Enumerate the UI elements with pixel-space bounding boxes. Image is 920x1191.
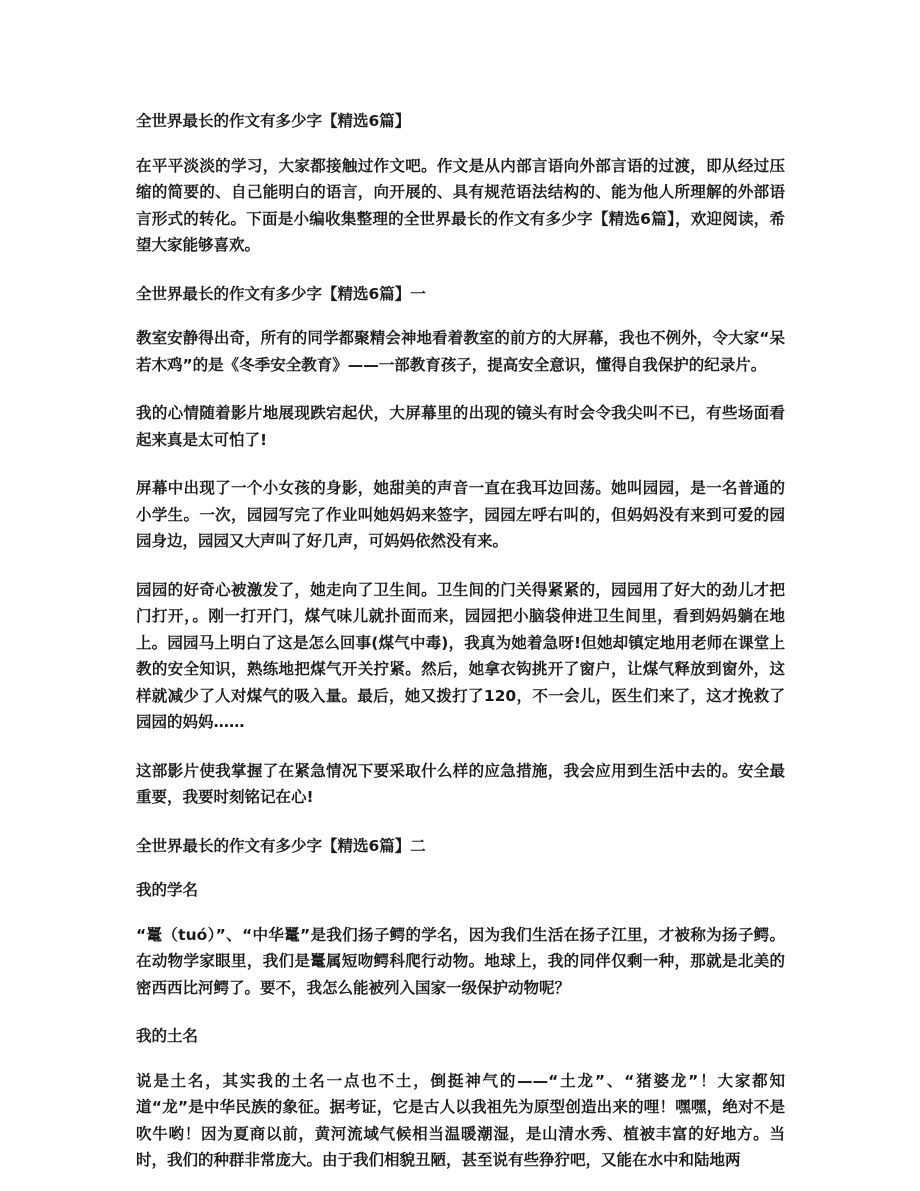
paragraph: “鼍（tuó）”、“中华鼍”是我们扬子鳄的学名，因为我们生活在扬子江里，才被称为扬子鳄。在动物学家眼里，我们是鼍属短吻鳄科爬行动物。地球上，我的同伴仅剩一种，那就是北美的密西西比河鳄了。要不，我怎么能被列入国家一级保护动物呢？	[136, 925, 785, 997]
paragraph: 园园的好奇心被激发了，她走向了卫生间。卫生间的门关得紧紧的，园园用了好大的劲儿才把门打开，。刚一打开门，煤气味儿就扑面而来，园园把小脑袋伸进卫生间里，看到妈妈躺在地上。园园马上明白了这是怎么回事(煤气中毒)，我真为她着急呀!但她却镇定地用老师在课堂上教的安全知识，熟练地把煤气开关拧紧。然后，她拿衣钩挑开了窗户，让煤气释放到窗外，这样就减少了人对煤气的吸入量。最后，她又拨打了120，不一会儿，医生们来了，这才挽救了园园的妈妈……	[136, 580, 785, 731]
subheading-folk-name: 我的土名	[136, 1027, 199, 1045]
section-heading-2: 全世界最长的作文有多少字【精选6篇】二	[136, 836, 426, 855]
paragraph: 屏幕中出现了一个小女孩的身影，她甜美的声音一直在我耳边回荡。她叫园园，是一名普通的小学生。一次，园园写完了作业叫她妈妈来签字，园园左呼右叫的，但妈妈没有来到可爱的园园身边，园园又大声叫了好几声，可妈妈依然没有来。	[136, 479, 785, 550]
paragraph: 我的心情随着影片地展现跌宕起伏，大屏幕里的出现的镜头有时会令我尖叫不已，有些场面看起来真是太可怕了!	[136, 404, 785, 449]
paragraph: 说是土名，其实我的土名一点也不土，倒挺神气的——“土龙”、“猪婆龙”！大家都知道“龙”是中华民族的象征。据考证，它是古人以我祖先为原型创造出来的哩！嘿嘿，绝对不是吹牛哟！因为夏商以前，黄河流域气候相当温暖潮湿，是山清水秀、植被丰富的好地方。当时，我们的种群非常庞大。由于我们相貌丑陋，甚至说有些狰狞吧，又能在水中和陆地两	[136, 1071, 785, 1169]
paragraph: 这部影片使我掌握了在紧急情况下要采取什么样的应急措施，我会应用到生活中去的。安全最重要，我要时刻铭记在心!	[136, 761, 785, 806]
intro-paragraph: 在平平淡淡的学习，大家都接触过作文吧。作文是从内部言语向外部言语的过渡，即从经过压缩的简要的、自己能明白的语言，向开展的、具有规范语法结构的、能为他人所理解的外部语言形式的转化。下面是小编收集整理的全世界最长的作文有多少字【精选6篇】，欢迎阅读，希望大家能够喜欢。	[136, 156, 785, 254]
document-title: 全世界最长的作文有多少字【精选6篇】	[136, 112, 411, 130]
subheading-scientific-name: 我的学名	[136, 881, 199, 899]
section-heading-1: 全世界最长的作文有多少字【精选6篇】一	[136, 284, 426, 303]
paragraph: 教室安静得出奇，所有的同学都聚精会神地看着教室的前方的大屏幕，我也不例外，令大家“呆若木鸡”的是《冬季安全教育》——一部教育孩子，提高安全意识，懂得自我保护的纪录片。	[136, 329, 785, 374]
